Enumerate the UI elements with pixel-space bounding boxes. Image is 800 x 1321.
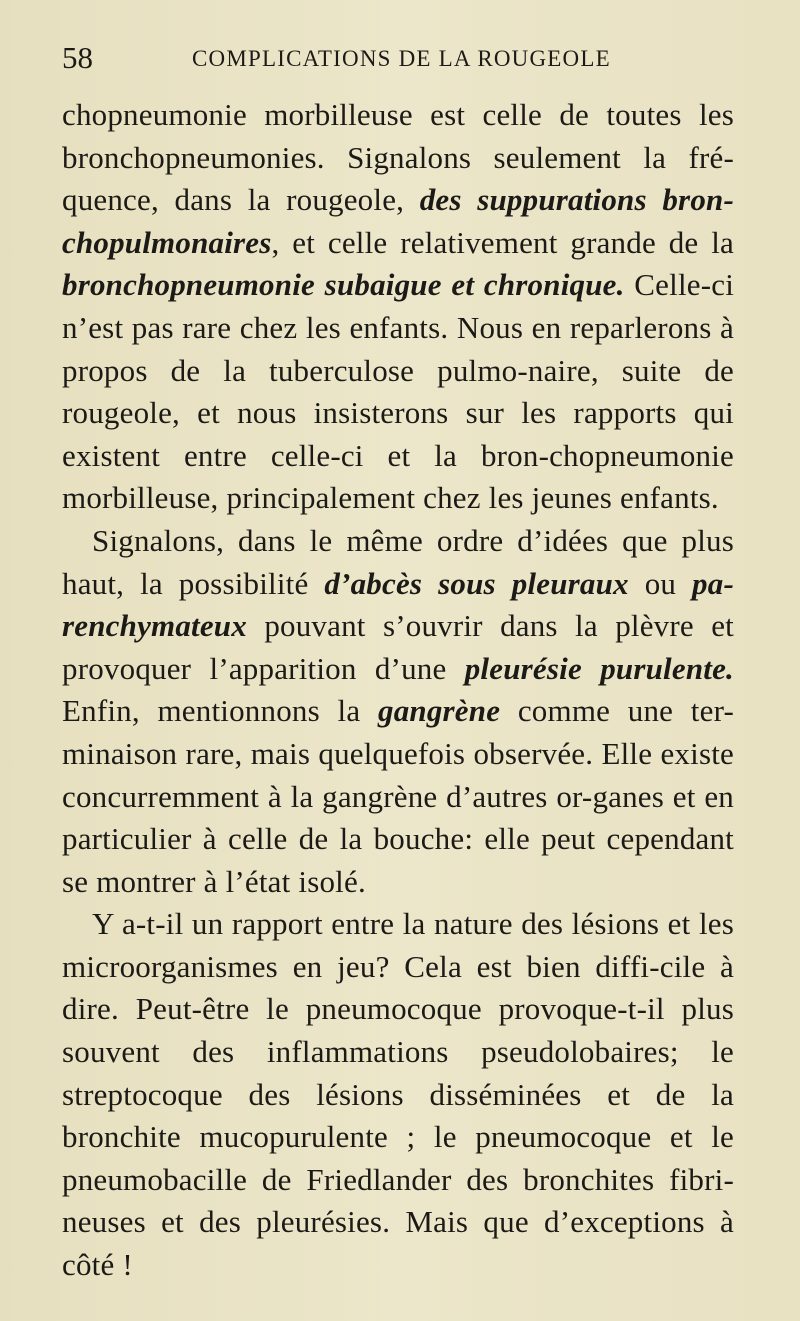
text-segment: Enfin, mentionnons la <box>62 693 378 729</box>
text-segment: Celle-ci n’est pas rare chez les enfants. Nous en reparlerons à propos de la tuberculose pulmo-naire, suite de rougeole, et nous insisterons sur les rapports qui existent entre celle-ci et la bron-chopneumonie morbilleuse, principalement chez les jeunes enfants. <box>62 267 735 516</box>
paragraph <box>62 903 734 1286</box>
text-segment: ou <box>628 565 693 601</box>
paragraph <box>62 520 734 903</box>
page-header <box>62 40 752 76</box>
paragraph <box>62 94 734 520</box>
text-segment: comme une ter-minaison rare, mais quelquefois observée. Elle existe concurremment à la gangrène d’autres or-ganes et en particulier à celle de la bouche: elle peut cependant se montrer à l’état isolé. <box>62 693 735 899</box>
emphasis-segment: pa-renchymateux <box>62 565 734 644</box>
text-segment: pouvant s’ouvrir dans la plèvre et provoquer l’apparition d’une <box>62 608 734 686</box>
emphasis-segment: bronchopneumonie subaigue et chronique. <box>62 267 625 303</box>
emphasis-segment: gangrène <box>378 693 501 729</box>
emphasis-segment: d’abcès sous pleuraux <box>324 565 629 601</box>
emphasis-segment: des suppurations bron-chopulmonaires <box>62 182 734 260</box>
running-title: COMPLICATIONS DE LA ROUGEOLE <box>192 46 611 71</box>
body-text <box>62 94 734 1287</box>
text-segment: Signalons, dans le même ordre d’idées que plus haut, la possibilité <box>62 522 734 601</box>
page-number: 58 <box>62 40 93 75</box>
text-segment: chopneumonie morbilleuse est celle de toutes les bronchopneumonies. Signalons seulement la fré-quence, dans la rougeole, <box>62 97 734 218</box>
emphasis-segment: pleurésie purulente. <box>464 650 734 686</box>
text-segment: , et celle relativement grande de la <box>271 224 734 260</box>
text-segment: Y a-t-il un rapport entre la nature des lésions et les microorganismes en jeu? Cela est bien diffi-cile à dire. Peut-être le pneumocoque provoque-t-il plus souvent des inflammations pseudolobaires; le streptocoque des lésions disséminées et de la bronchite mucopurulente ; le pneumocoque et le pneumobacille de Friedlander des bronchites fibri-neuses et des pleurésies. Mais que d’exceptions à côté ! <box>62 906 734 1283</box>
